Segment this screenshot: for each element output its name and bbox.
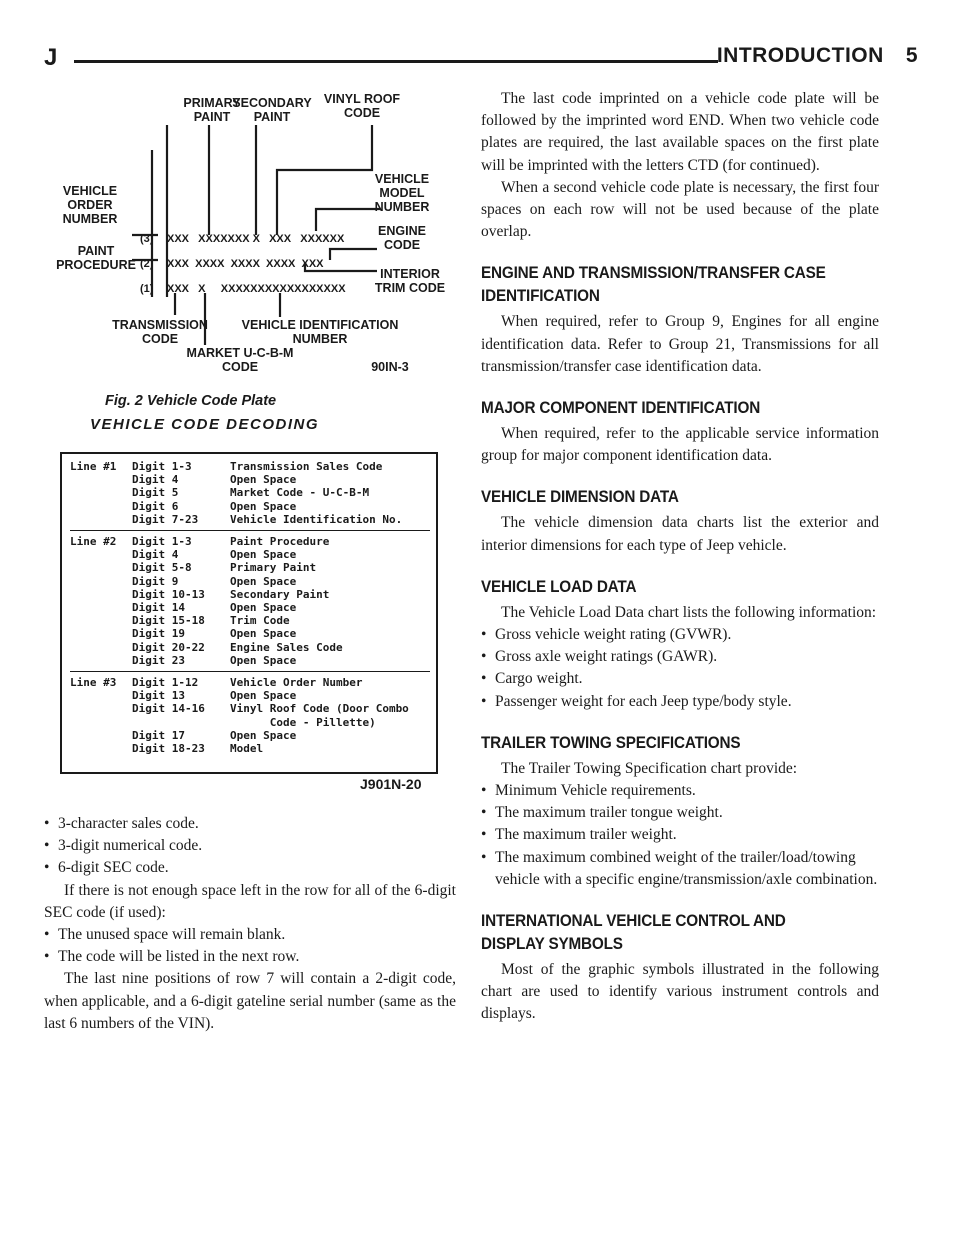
code-digit: Digit 7-23 xyxy=(132,512,199,526)
section-heading-load: VEHICLE LOAD DATA xyxy=(481,576,637,596)
list-item: • The maximum trailer weight. xyxy=(481,824,879,846)
section-heading-dimension: VEHICLE DIMENSION DATA xyxy=(481,487,679,507)
code-digit: Digit 20-22 xyxy=(132,640,205,654)
paragraph: When required, refer to the applicable service information group for major component identification data. xyxy=(481,425,879,465)
code-description: Open Space xyxy=(230,473,297,487)
code-description: Open Space xyxy=(230,689,297,703)
figure-caption: Fig. 2 Vehicle Code Plate xyxy=(105,393,277,409)
code-digit: Digit 1-3 xyxy=(132,535,192,549)
code-line-label xyxy=(70,500,132,513)
code-description: Vehicle Order Number xyxy=(230,676,363,690)
plate-rows xyxy=(140,233,346,295)
code-digit: Digit 19 xyxy=(132,627,185,641)
section-heading-international: INTERNATIONAL VEHICLE CONTROL AND DISPLAY SYMBOLS xyxy=(481,911,786,954)
code-description: Code - Pillette) xyxy=(230,715,376,729)
code-digit: Digit 10-13 xyxy=(132,587,205,601)
code-line-label xyxy=(70,729,132,742)
list-item: • Minimum Vehicle requirements. xyxy=(481,780,879,802)
list-item: • Gross axle weight ratings (GAWR). xyxy=(481,646,879,668)
paragraph: The Trailer Towing Specification chart provide: xyxy=(501,759,798,777)
table-row xyxy=(70,702,430,715)
label-vinyl-roof-code: VINYL ROOF CODE xyxy=(323,92,401,120)
table-row xyxy=(70,641,430,654)
row-2-number: (2) xyxy=(140,258,154,270)
left-column-text xyxy=(44,813,456,1035)
label-vehicle-order-number: VEHICLE ORDER NUMBER xyxy=(62,184,118,226)
code-line-label xyxy=(70,561,132,574)
list-item: • The maximum trailer tongue weight. xyxy=(481,802,879,824)
code-line-label xyxy=(70,689,132,702)
table-row xyxy=(70,627,430,640)
table-row xyxy=(70,548,430,561)
code-digit: Digit 18-23 xyxy=(132,742,205,756)
code-line-label xyxy=(70,548,132,561)
table-row xyxy=(70,614,430,627)
code-line-label xyxy=(70,702,132,715)
code-description: Primary Paint xyxy=(230,561,317,575)
code-digit: Digit 17 xyxy=(132,728,185,742)
paragraph: The last code imprinted on a vehicle code plate will be followed by the imprinted word END. When two vehicle code plates are required, the last available spaces on the first plate will be imprinted with the letters CTD (for continued). xyxy=(481,90,879,174)
code-group xyxy=(70,460,430,531)
code-description: Paint Procedure xyxy=(230,535,330,549)
list-item: • Gross vehicle weight rating (GVWR). xyxy=(481,624,879,646)
sec-code-list xyxy=(44,813,456,880)
code-line-label xyxy=(70,614,132,627)
code-digit: Digit 1-3 xyxy=(132,460,192,473)
row-3-text: XXX XXXXXXX X XXX XXXXXX xyxy=(167,233,345,245)
code-description: Open Space xyxy=(230,601,297,615)
list-item: • 3-digit numerical code. xyxy=(44,835,456,857)
code-line-label xyxy=(70,473,132,486)
code-line-label xyxy=(70,588,132,601)
list-item: • Passenger weight for each Jeep type/body style. xyxy=(481,691,879,713)
header-section xyxy=(717,44,918,68)
label-paint-procedure: PAINT PROCEDURE xyxy=(56,244,136,272)
load-data-list xyxy=(481,624,879,713)
table-row xyxy=(70,486,430,499)
label-secondary-paint: SECONDARY PAINT xyxy=(232,96,312,124)
section-heading-trailer: TRAILER TOWING SPECIFICATIONS xyxy=(481,732,741,752)
label-interior-trim-code: INTERIOR TRIM CODE xyxy=(374,267,446,295)
code-group xyxy=(70,535,430,672)
trailer-spec-list xyxy=(481,780,879,891)
label-engine-code: ENGINE CODE xyxy=(378,224,426,252)
code-line-label xyxy=(70,627,132,640)
code-digit: Digit 23 xyxy=(132,653,185,667)
code-digit: Digit 13 xyxy=(132,689,185,703)
table-row xyxy=(70,654,430,667)
code-description: Vehicle Identification No. xyxy=(230,512,403,526)
label-market-code: MARKET U-C-B-M CODE xyxy=(186,346,294,374)
list-item: • Cargo weight. xyxy=(481,668,879,690)
list-item: • 6-digit SEC code. xyxy=(44,857,456,879)
code-description: Vinyl Roof Code (Door Combo xyxy=(230,702,409,716)
code-digit: Digit 15-18 xyxy=(132,614,205,628)
paragraph: If there is not enough space left in the row for all of the 6-digit SEC code (if used): xyxy=(44,881,456,921)
code-line-label xyxy=(70,654,132,667)
page-number: 5 xyxy=(905,44,918,67)
table-row xyxy=(70,513,430,526)
paragraph: The last nine positions of row 7 will contain a 2-digit code, when applicable, and a 6-digit gateline serial number (same as the last 6 numbers of the VIN). xyxy=(44,970,456,1032)
unused-space-list xyxy=(44,924,456,968)
table-row xyxy=(70,575,430,588)
page-header xyxy=(44,44,918,74)
code-digit: Digit 5 xyxy=(132,486,179,500)
header-rule xyxy=(74,60,718,63)
code-description: Open Space xyxy=(230,627,297,641)
code-description: Model xyxy=(230,742,264,756)
table-row xyxy=(70,460,430,473)
code-description: Open Space xyxy=(230,499,297,513)
code-description: Open Space xyxy=(230,548,297,562)
label-transmission-code: TRANSMISSION CODE xyxy=(112,318,208,346)
table-row xyxy=(70,729,430,742)
row-1-text: XXX X XXXXXXXXXXXXXXXXX xyxy=(167,283,346,295)
code-description: Open Space xyxy=(230,653,297,667)
table-row xyxy=(70,601,430,614)
table-row xyxy=(70,561,430,574)
table-row xyxy=(70,500,430,513)
code-group xyxy=(70,676,430,759)
code-line-label xyxy=(70,486,132,499)
code-digit: Digit 4 xyxy=(132,548,179,562)
table-row xyxy=(70,676,430,689)
right-column-text xyxy=(481,88,879,1026)
code-digit: Digit 6 xyxy=(132,499,179,513)
code-description: Secondary Paint xyxy=(230,587,330,601)
code-digit xyxy=(132,716,230,729)
code-digit: Digit 5-8 xyxy=(132,561,192,575)
code-line-label xyxy=(70,513,132,526)
code-digit: Digit 1-12 xyxy=(132,676,199,690)
code-table-title: VEHICLE CODE DECODING xyxy=(90,416,320,433)
list-item: • The maximum combined weight of the trailer/load/towing vehicle with a specific engine/transmission/axle combination. xyxy=(481,847,879,891)
vehicle-code-plate-diagram xyxy=(40,85,460,385)
paragraph: The vehicle dimension data charts list the exterior and interior dimensions for each type of Jeep vehicle. xyxy=(481,514,879,554)
list-item: • 3-character sales code. xyxy=(44,813,456,835)
code-line-label: Line #2 xyxy=(70,535,117,549)
table-row xyxy=(70,742,430,755)
code-digit: Digit 4 xyxy=(132,473,179,487)
code-decoding-table xyxy=(60,452,438,774)
paragraph: When a second vehicle code plate is necessary, the first four spaces on each row will not be used because of the plate overlap. xyxy=(481,178,879,241)
table-row xyxy=(70,716,430,729)
paragraph: When required, refer to Group 9, Engines for all engine identification data. Refer to Group 21, Transmissions for all transmission/transfer case identification data. xyxy=(481,313,879,375)
code-description: Market Code - U-C-B-M xyxy=(230,486,370,500)
list-item: • The code will be listed in the next row. xyxy=(44,946,456,968)
header-section-title: INTRODUCTION xyxy=(716,44,884,67)
header-letter: J xyxy=(44,44,58,71)
code-description: Trim Code xyxy=(230,614,290,628)
code-description: Open Space xyxy=(230,728,297,742)
code-digit: Digit 9 xyxy=(132,574,179,588)
code-description: Open Space xyxy=(230,574,297,588)
section-heading-major-component: MAJOR COMPONENT IDENTIFICATION xyxy=(481,398,761,418)
table-row xyxy=(70,535,430,548)
code-line-label xyxy=(70,716,132,729)
label-vehicle-model-number: VEHICLE MODEL NUMBER xyxy=(374,172,430,214)
code-digit: Digit 14-16 xyxy=(132,702,205,716)
row-1-number: (1) xyxy=(140,283,154,295)
code-digit: Digit 14 xyxy=(132,601,185,615)
label-primary-paint: PRIMARY PAINT xyxy=(183,96,241,124)
label-vehicle-identification-number: VEHICLE IDENTIFICATION NUMBER xyxy=(241,318,399,346)
code-line-label xyxy=(70,575,132,588)
code-description: Engine Sales Code xyxy=(230,640,343,654)
table-row xyxy=(70,588,430,601)
code-line-label xyxy=(70,601,132,614)
section-heading-engine: ENGINE AND TRANSMISSION/TRANSFER CASE IDENTIFICATION xyxy=(481,263,826,306)
code-line-label: Line #3 xyxy=(70,676,117,690)
table-row xyxy=(70,689,430,702)
row-3-number: (3) xyxy=(140,233,154,245)
code-line-label: Line #1 xyxy=(70,460,117,473)
list-item: • The unused space will remain blank. xyxy=(44,924,456,946)
row-2-text: XXX XXXX XXXX XXXX XXX xyxy=(167,258,324,270)
figure-id: 90IN-3 xyxy=(371,360,409,374)
table-row xyxy=(70,473,430,486)
code-description: Transmission Sales Code xyxy=(230,460,383,473)
paragraph: The Vehicle Load Data chart lists the following information: xyxy=(501,603,877,621)
code-line-label xyxy=(70,641,132,654)
code-table-figure-id: J901N-20 xyxy=(360,776,422,792)
paragraph: Most of the graphic symbols illustrated in the following chart are used to identify various instrument controls and displays. xyxy=(481,961,879,1023)
code-line-label xyxy=(70,742,132,755)
